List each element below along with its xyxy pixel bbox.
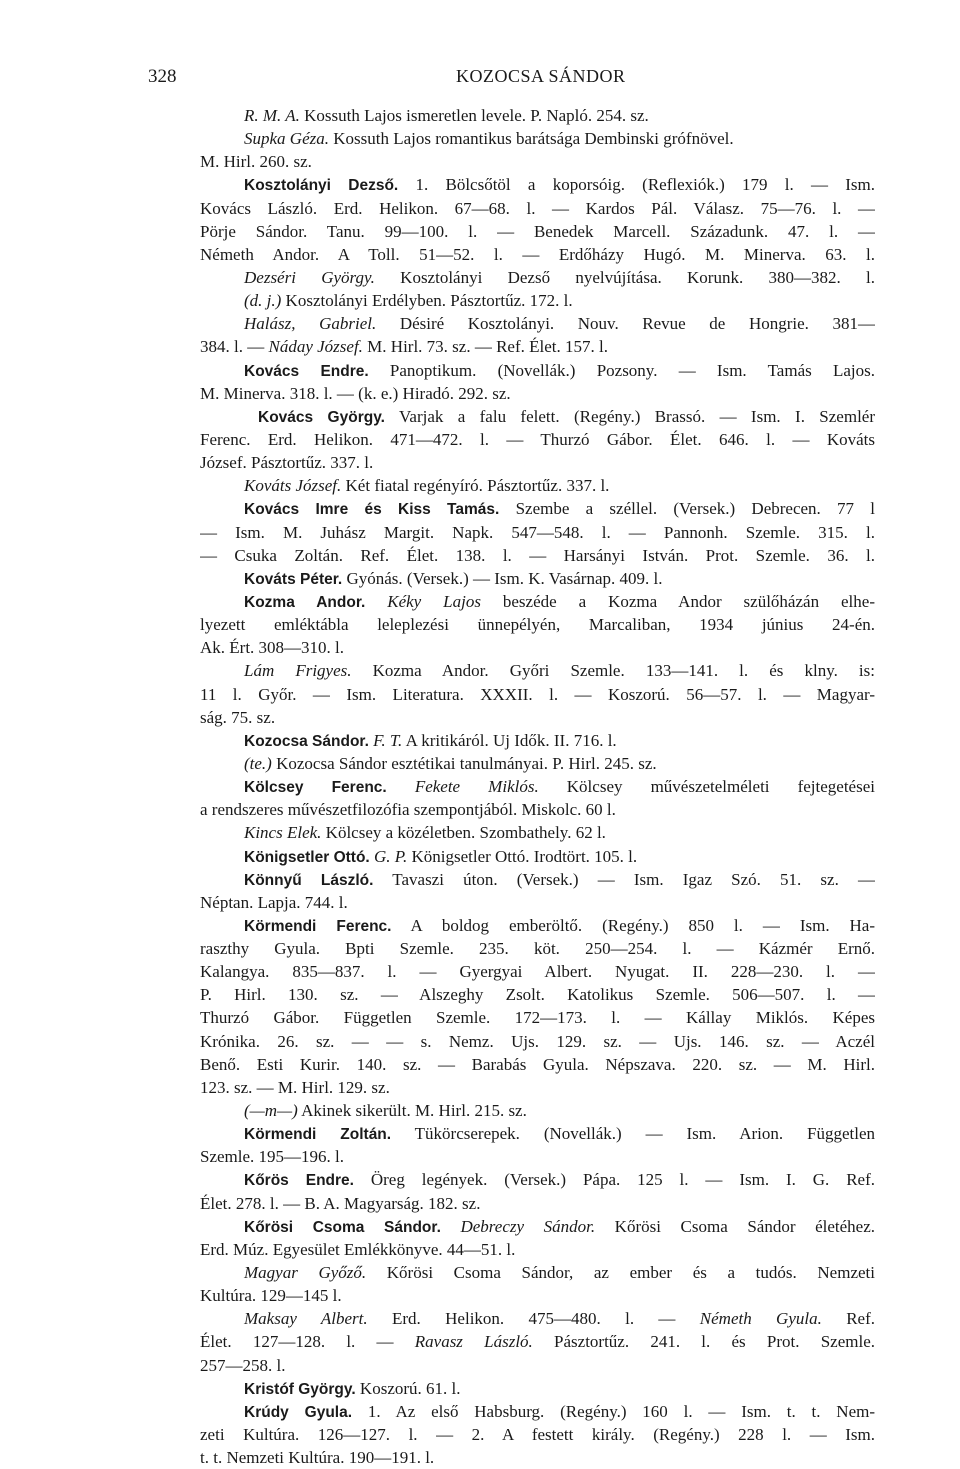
bibliography-line [200,1261,875,1284]
bibliography-line [200,428,875,451]
citation-text: raszthy Gyula. Bpti Szemle. 235. köt. 250—254. l. — Kázmér Ernő. [200,939,875,959]
bibliography-line [200,1284,875,1307]
citation-text: Kosztolányi Dezső nyelvújítása. Korunk. 380—382. l. [374,267,875,287]
bibliography-line [200,1168,875,1191]
bibliography-text [200,104,875,1469]
citation-text: Krónika. 26. sz. — — s. Nemz. Ujs. 129. sz. — Ujs. 146. sz. — Aczél [200,1031,875,1051]
citation-text: József. Pásztortűz. 337. l. [200,453,374,473]
citation-text: Kőrösi Csoma Sándor életéhez. [595,1216,875,1236]
author-name: Supka Géza. [244,129,329,149]
bibliography-line [200,544,875,567]
bibliography-line [200,1006,875,1029]
bibliography-line [200,729,875,752]
entry-heading: Körmendi Zoltán. [244,1126,392,1144]
citation-text: 123. sz. — M. Hirl. 129. sz. [200,1077,390,1097]
citation-text: M. Minerva. 318. l. — (k. e.) Hiradó. 292. sz. [200,383,511,403]
citation-text: Kozma Andor. Győri Szemle. 133—141. l. és klny. is: [351,661,875,681]
bibliography-line [200,1400,875,1423]
citation-text: Szemle. 195—196. l. [200,1147,345,1167]
author-name: Dezséri György. [244,267,375,287]
citation-text: Kosztolányi Erdélyben. Pásztortűz. 172. l. [281,291,573,311]
bibliography-line [200,845,875,868]
entry-heading: Kristóf György. [244,1380,356,1398]
bibliography-line [200,659,875,682]
citation-text: t. t. Nemzeti Kultúra. 190—191. l. [200,1448,435,1468]
bibliography-line [200,868,875,891]
citation-text: Erd. Múz. Egyesület Emlékkönyve. 44—51. l. [200,1239,516,1259]
author-name: Magyar Győző. [244,1263,367,1283]
citation-text: 384. l. — [200,337,269,357]
bibliography-line [200,1192,875,1215]
bibliography-line [200,613,875,636]
citation-text: A boldog emberöltő. (Regény.) 850 l. — Ism. Ha- [391,915,875,935]
entry-heading: Kozocsa Sándor. [244,732,369,750]
bibliography-line [200,173,875,196]
bibliography-line [200,983,875,1006]
citation-text: Élet. 278. l. — B. A. Magyarság. 182. sz. [200,1193,481,1213]
citation-text: M. Hirl. 260. sz. [200,152,312,172]
author-name: Maksay Albert. [244,1309,368,1329]
bibliography-line [200,497,875,520]
bibliography-line [200,289,875,312]
author-name: (d. j.) [244,291,282,311]
bibliography-line [200,706,875,729]
bibliography-line [200,1307,875,1330]
bibliography-line [200,197,875,220]
citation-text: Pásztortűz. 241. l. és Prot. Szemle. [532,1332,875,1352]
entry-heading: Krúdy Gyula. [244,1403,353,1421]
citation-text: P. Hirl. 130. sz. — Alszeghy Zsolt. Katolikus Szemle. 506—507. l. — [200,985,875,1005]
citation-text: Kölcsey művészetelméleti fejtegetései [538,777,875,797]
citation-text: Désiré Kosztolányi. Nouv. Revue de Hongrie. 381— [376,314,875,334]
citation-text: Benő. Esti Kurir. 140. sz. — Barabás Gyula. Népszava. 220. sz. — M. Hirl. [200,1054,875,1074]
author-name: G. P. [373,846,408,866]
bibliography-line [200,590,875,613]
bibliography-line [200,1099,875,1122]
author-name: R. M. A. [244,106,300,125]
citation-text: beszéde a Kozma Andor szülőházán elhe- [480,591,875,611]
citation-text: Néptan. Lapja. 744. l. [200,892,348,912]
bibliography-line [200,127,875,150]
citation-text: Kossuth Lajos ismeretlen levele. P. Napló. 254. sz. [299,106,649,125]
citation-text: 11 l. Győr. — Ism. Literatura. XXXII. l. — Koszorú. 56—57. l. — Magyar- [200,684,875,704]
bibliography-line [200,220,875,243]
entry-heading: Königsetler Ottó. [244,848,370,866]
bibliography-line [200,1377,875,1400]
bibliography-line [200,243,875,266]
bibliography-line [200,1423,875,1446]
bibliography-line [200,1076,875,1099]
bibliography-line [200,521,875,544]
author-name: Debreczy Sándor. [460,1216,596,1236]
bibliography-line [200,1446,875,1469]
citation-text: Kalangya. 835—837. l. — Gyergyai Albert. Nyugat. II. 228—230. l. — [200,962,875,982]
entry-heading: Kölcsey Ferenc. [244,779,387,797]
citation-text: Ref. [821,1309,875,1329]
author-name: Fekete Miklós. [414,777,539,797]
bibliography-line [200,775,875,798]
bibliography-line [200,636,875,659]
citation-text: Thurzó Gábor. Független Szemle. 172—173. l. — Kállay Miklós. Képes [200,1008,875,1028]
author-name: Kéky Lajos [387,591,481,611]
bibliography-line [200,1145,875,1168]
citation-text: zeti Kultúra. 126—127. l. — 2. A festett király. (Regény.) 228 l. — Ism. [200,1425,875,1445]
citation-text: Kozocsa Sándor esztétikai tanulmányai. P. Hirl. 245. sz. [271,753,657,773]
bibliography-line [200,683,875,706]
bibliography-line [200,1053,875,1076]
bibliography-line [200,752,875,775]
author-name: Náday József. [268,337,363,357]
citation-text: Kultúra. 129—145 l. [200,1286,342,1306]
citation-text: 1. Az első Habsburg. (Regény.) 160 l. — Ism. t. t. Nem- [352,1401,875,1421]
citation-text: Szembe a széllel. (Versek.) Debrecen. 77 l [499,499,875,519]
citation-text: Tavaszi úton. (Versek.) — Ism. Igaz Szó. 51. sz. — [373,869,875,889]
bibliography-line [200,567,875,590]
citation-text: Kossuth Lajos romantikus barátsága Dembinski grófnövel. [328,129,734,149]
bibliography-line [200,1122,875,1145]
bibliography-line [200,359,875,382]
citation-text: Ferenc. Erd. Helikon. 471—472. l. — Thurzó Gábor. Élet. 646. l. — Kováts [200,429,875,449]
citation-text: Panoptikum. (Novellák.) Pozsony. — Ism. Tamás Lajos. [368,360,875,380]
citation-text: Ak. Ért. 308—310. l. [200,638,345,658]
entry-heading: Kosztolányi Dezső. [244,177,399,195]
author-name: Ravasz László. [414,1332,533,1352]
page-header [0,66,960,96]
citation-text: Varjak a falu felett. (Regény.) Brassó. — Ism. I. Szemlér [384,406,875,426]
citation-text: Élet. 127—128. l. — [200,1332,415,1352]
citation-text: Akinek sikerült. M. Hirl. 215. sz. [297,1101,527,1121]
citation-text: Pörje Sándor. Tanu. 99—100. l. — Benedek Marcell. Századunk. 47. l. — [200,221,875,241]
bibliography-line [200,451,875,474]
bibliography-line [200,1238,875,1261]
citation-text [365,592,387,611]
entry-heading: Kovács György. [258,408,385,426]
entry-heading: Kovács Imre és Kiss Tamás. [244,501,500,519]
bibliography-line [200,798,875,821]
citation-text: Kovács László. Erd. Helikon. 67—68. l. — Kardos Pál. Válasz. 75—76. l. — [200,198,875,218]
citation-text: Königsetler Ottó. Irodtört. 105. l. [407,846,638,866]
bibliography-line [200,312,875,335]
bibliography-line [200,1215,875,1238]
bibliography-line [200,382,875,405]
running-head: KOZOCSA SÁNDOR [456,66,626,86]
bibliography-line [200,335,875,358]
citation-text: 257—258. l. [200,1355,286,1375]
author-name: F. T. [373,730,403,750]
bibliography-line [200,474,875,497]
author-name: (te.) [244,753,272,773]
entry-heading: Kováts Péter. [244,570,343,588]
entry-heading: Kőrös Endre. [244,1172,354,1190]
citation-text: A kritikáról. Uj Idők. II. 716. l. [402,730,617,750]
author-name: Kincs Elek. [244,823,322,843]
entry-heading: Kőrösi Csoma Sándor. [244,1218,441,1236]
citation-text: Koszorú. 61. l. [355,1378,461,1398]
citation-text: lyezett emléktábla leleplezési ünnepélyén, Marcaliban, 1934 június 24-én. [200,615,875,635]
citation-text: Öreg legények. (Versek.) Pápa. 125 l. — Ism. I. G. Ref. [353,1170,875,1190]
citation-text: Gyónás. (Versek.) — Ism. K. Vasárnap. 409. l. [342,568,663,588]
bibliography-line [200,150,875,173]
citation-text: M. Hirl. 73. sz. — Ref. Élet. 157. l. [362,337,608,357]
entry-heading: Körmendi Ferenc. [244,917,392,935]
citation-text [387,777,415,796]
author-name: Lám Frigyes. [244,661,352,681]
citation-text: — Ism. M. Juhász Margit. Napk. 547—548. l. — Pannonh. Szemle. 315. l. [200,522,875,542]
bibliography-line [200,937,875,960]
bibliography-line [200,104,875,127]
citation-text: Kölcsey a közéletben. Szombathely. 62 l. [321,823,606,843]
bibliography-line [200,821,875,844]
author-name: Halász, Gabriel. [244,314,377,334]
entry-heading: Könnyű László. [244,871,374,889]
bibliography-line [200,266,875,289]
citation-text: — Csuka Zoltán. Ref. Élet. 138. l. — Harsányi István. Prot. Szemle. 36. l. [200,545,875,565]
bibliography-line [200,1330,875,1353]
bibliography-line [200,960,875,983]
citation-text: Két fiatal regényíró. Pásztortűz. 337. l. [341,476,610,496]
citation-text: Kőrösi Csoma Sándor, az ember és a tudós. Nemzeti [366,1263,875,1283]
bibliography-line [200,1354,875,1377]
citation-text: ság. 75. sz. [200,707,276,727]
author-name: Kováts József. [244,476,342,496]
bibliography-line [200,891,875,914]
entry-heading: Kozma Andor. [244,593,366,611]
citation-text [441,1217,461,1236]
bibliography-line [200,1030,875,1053]
author-name: (—m—) [244,1101,298,1121]
citation-text: 1. Bölcsőtöl a koporsóig. (Reflexiók.) 179 l. — Ism. [398,175,875,195]
citation-text: a rendszeres művészetfilozófia szempontjából. Miskolc. 60 l. [200,800,616,820]
citation-text: Németh Andor. A Toll. 51—52. l. — Erdőházy Hugó. M. Minerva. 63. l. [200,244,875,264]
entry-heading: Kovács Endre. [244,362,369,380]
bibliography-line [200,405,875,428]
page-number: 328 [148,66,177,87]
citation-text: Erd. Helikon. 475—480. l. — [367,1309,700,1329]
citation-text: Tükörcserepek. (Novellák.) — Ism. Arion. Független [391,1124,875,1144]
bibliography-line [200,914,875,937]
author-name: Németh Gyula. [699,1309,822,1329]
